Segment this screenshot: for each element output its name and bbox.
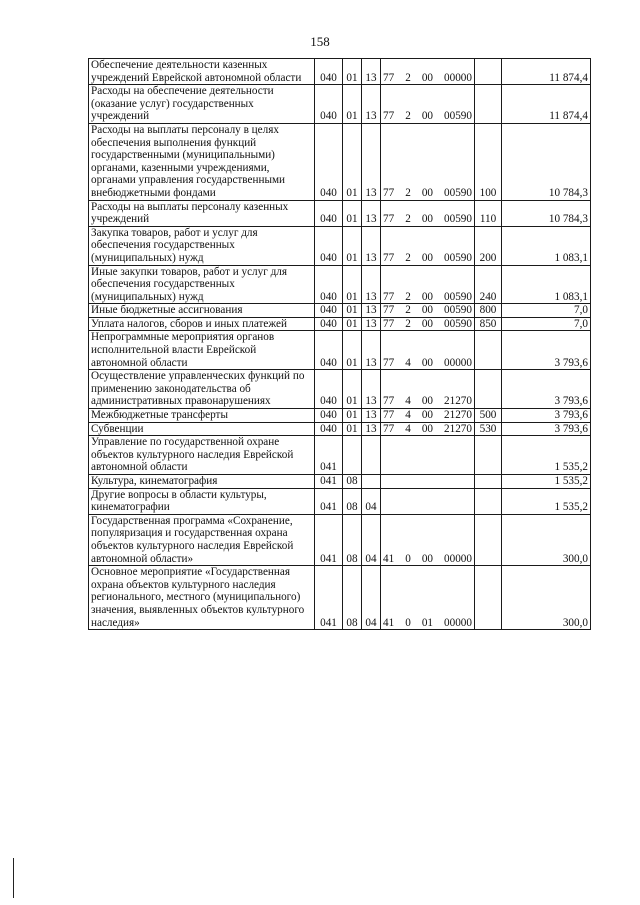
target-article-part: 2	[405, 71, 411, 84]
subsection-code	[362, 436, 381, 475]
table-row	[89, 514, 591, 565]
target-article-part: 4	[405, 395, 411, 408]
target-article-code	[381, 475, 475, 489]
table-row	[89, 226, 591, 265]
target-article-code	[381, 422, 475, 436]
target-article-part: 00590	[444, 251, 472, 264]
table-row	[89, 488, 591, 514]
expense-type-code: 110	[475, 200, 502, 226]
target-article-part: 2	[405, 213, 411, 226]
row-name: Закупка товаров, работ и услуг для обеспечения государственных (муниципальных) нужд	[89, 226, 315, 265]
table-row	[89, 59, 591, 85]
expense-type-code	[475, 475, 502, 489]
target-article-part: 00	[421, 186, 433, 199]
target-article-part: 00590	[444, 317, 472, 330]
expense-type-code	[475, 85, 502, 124]
subsection-code: 13	[362, 304, 381, 318]
target-article-code	[381, 409, 475, 423]
subsection-code: 13	[362, 317, 381, 331]
section-code: 01	[343, 409, 362, 423]
target-article-part: 00	[421, 422, 433, 435]
row-name: Осуществление управленческих функций по применению законодательства об административных правонарушениях	[89, 370, 315, 409]
grbs-code: 040	[315, 422, 343, 436]
budget-table	[88, 58, 591, 630]
row-name: Уплата налогов, сборов и иных платежей	[89, 317, 315, 331]
subsection-code: 13	[362, 331, 381, 370]
table-row	[89, 475, 591, 489]
target-article-part: 00	[421, 356, 433, 369]
section-code	[343, 436, 362, 475]
expense-type-code	[475, 488, 502, 514]
target-article-part: 00590	[444, 290, 472, 303]
subsection-code: 13	[362, 123, 381, 200]
target-article-part: 77	[383, 290, 395, 303]
expense-type-code	[475, 566, 502, 630]
section-code: 01	[343, 422, 362, 436]
target-article-part: 4	[405, 356, 411, 369]
row-name: Иные закупки товаров, работ и услуг для обеспечения государственных (муниципальных) нужд	[89, 265, 315, 304]
target-article-code	[381, 304, 475, 318]
row-name: Иные бюджетные ассигнования	[89, 304, 315, 318]
grbs-code: 041	[315, 436, 343, 475]
target-article-code	[381, 59, 475, 85]
grbs-code: 040	[315, 317, 343, 331]
target-article-part: 77	[383, 304, 395, 317]
target-article-part: 2	[405, 186, 411, 199]
subsection-code: 13	[362, 422, 381, 436]
target-article-part: 00	[421, 251, 433, 264]
target-article-code	[381, 123, 475, 200]
target-article-code	[381, 200, 475, 226]
amount: 3 793,6	[502, 409, 591, 423]
target-article-part: 2	[405, 317, 411, 330]
target-article-part: 77	[383, 110, 395, 123]
section-code: 01	[343, 59, 362, 85]
amount: 7,0	[502, 304, 591, 318]
subsection-code: 13	[362, 409, 381, 423]
row-name: Управление по государственной охране объектов культурного наследия Еврейской автономной области	[89, 436, 315, 475]
amount: 1 535,2	[502, 488, 591, 514]
table-row	[89, 200, 591, 226]
subsection-code: 04	[362, 514, 381, 565]
section-code: 01	[343, 304, 362, 318]
target-article-part: 41	[383, 552, 395, 565]
row-name: Основное мероприятие «Государственная охрана объектов культурного наследия регионального, местного (муниципального) значения, выявленных объектов культурного наследия»	[89, 566, 315, 630]
table-row	[89, 370, 591, 409]
subsection-code: 13	[362, 200, 381, 226]
target-article-part: 00590	[444, 110, 472, 123]
target-article-part: 77	[383, 71, 395, 84]
target-article-part: 77	[383, 186, 395, 199]
table-row	[89, 317, 591, 331]
target-article-part: 00590	[444, 304, 472, 317]
amount: 3 793,6	[502, 422, 591, 436]
section-code: 01	[343, 200, 362, 226]
section-code: 08	[343, 566, 362, 630]
row-name: Культура, кинематография	[89, 475, 315, 489]
section-code: 01	[343, 370, 362, 409]
expense-type-code: 850	[475, 317, 502, 331]
amount: 1 083,1	[502, 265, 591, 304]
target-article-part: 77	[383, 422, 395, 435]
row-name: Межбюджетные трансферты	[89, 409, 315, 423]
row-name: Расходы на выплаты персоналу в целях обеспечения выполнения функций государственными (муниципальными) органами, казенными учреждениями, органами управления государственными внебюджетными фондами	[89, 123, 315, 200]
target-article-part: 00000	[444, 552, 472, 565]
expense-type-code: 800	[475, 304, 502, 318]
row-name: Государственная программа «Сохранение, популяризация и государственная охрана объектов культурного наследия Еврейской автономной области»	[89, 514, 315, 565]
target-article-part: 0	[405, 616, 411, 629]
expense-type-code	[475, 514, 502, 565]
row-name: Обеспечение деятельности казенных учреждений Еврейской автономной области	[89, 59, 315, 85]
table-row	[89, 422, 591, 436]
target-article-code	[381, 265, 475, 304]
target-article-part: 77	[383, 409, 395, 422]
grbs-code: 040	[315, 409, 343, 423]
page-number: 158	[310, 34, 330, 49]
grbs-code: 040	[315, 226, 343, 265]
subsection-code: 13	[362, 226, 381, 265]
row-name: Непрограммные мероприятия органов исполнительной власти Еврейской автономной области	[89, 331, 315, 370]
target-article-part: 00000	[444, 71, 472, 84]
grbs-code: 040	[315, 59, 343, 85]
target-article-part: 00	[421, 71, 433, 84]
subsection-code: 13	[362, 265, 381, 304]
grbs-code: 040	[315, 123, 343, 200]
grbs-code: 040	[315, 200, 343, 226]
target-article-part: 00	[421, 395, 433, 408]
subsection-code: 04	[362, 488, 381, 514]
expense-type-code: 240	[475, 265, 502, 304]
target-article-part: 00	[421, 552, 433, 565]
table-row	[89, 331, 591, 370]
amount: 300,0	[502, 514, 591, 565]
target-article-part: 77	[383, 317, 395, 330]
target-article-code	[381, 370, 475, 409]
target-article-part: 77	[383, 395, 395, 408]
section-code: 01	[343, 317, 362, 331]
subsection-code: 04	[362, 566, 381, 630]
expense-type-code	[475, 331, 502, 370]
expense-type-code: 500	[475, 409, 502, 423]
expense-type-code: 100	[475, 123, 502, 200]
target-article-part: 2	[405, 251, 411, 264]
row-name: Другие вопросы в области культуры, кинематографии	[89, 488, 315, 514]
target-article-part: 00	[421, 213, 433, 226]
table-row	[89, 436, 591, 475]
table-row	[89, 85, 591, 124]
target-article-code	[381, 317, 475, 331]
grbs-code: 041	[315, 566, 343, 630]
target-article-part: 00	[421, 317, 433, 330]
subsection-code: 13	[362, 59, 381, 85]
target-article-part: 00590	[444, 213, 472, 226]
expense-type-code: 200	[475, 226, 502, 265]
amount: 3 793,6	[502, 370, 591, 409]
target-article-part: 00590	[444, 186, 472, 199]
expense-type-code: 530	[475, 422, 502, 436]
margin-line	[13, 858, 14, 898]
section-code: 01	[343, 265, 362, 304]
grbs-code: 040	[315, 331, 343, 370]
table-row	[89, 304, 591, 318]
target-article-part: 4	[405, 422, 411, 435]
target-article-code	[381, 436, 475, 475]
amount: 1 535,2	[502, 436, 591, 475]
expense-type-code	[475, 436, 502, 475]
amount: 3 793,6	[502, 331, 591, 370]
target-article-part: 77	[383, 356, 395, 369]
target-article-code	[381, 488, 475, 514]
amount: 11 874,4	[502, 59, 591, 85]
table-row	[89, 566, 591, 630]
row-name: Субвенции	[89, 422, 315, 436]
section-code: 08	[343, 514, 362, 565]
amount: 300,0	[502, 566, 591, 630]
target-article-part: 21270	[444, 395, 472, 408]
amount: 11 874,4	[502, 85, 591, 124]
subsection-code	[362, 475, 381, 489]
target-article-part: 77	[383, 213, 395, 226]
grbs-code: 041	[315, 488, 343, 514]
target-article-part: 01	[421, 616, 433, 629]
amount: 1 535,2	[502, 475, 591, 489]
table-row	[89, 409, 591, 423]
expense-type-code	[475, 59, 502, 85]
subsection-code: 13	[362, 85, 381, 124]
target-article-part: 00	[421, 290, 433, 303]
section-code: 08	[343, 488, 362, 514]
target-article-code	[381, 85, 475, 124]
section-code: 01	[343, 331, 362, 370]
section-code: 01	[343, 123, 362, 200]
target-article-part: 4	[405, 409, 411, 422]
target-article-part: 00000	[444, 616, 472, 629]
amount: 7,0	[502, 317, 591, 331]
section-code: 01	[343, 226, 362, 265]
target-article-part: 0	[405, 552, 411, 565]
amount: 10 784,3	[502, 200, 591, 226]
target-article-part: 00	[421, 409, 433, 422]
target-article-part: 21270	[444, 422, 472, 435]
target-article-part: 00	[421, 304, 433, 317]
row-name: Расходы на выплаты персоналу казенных учреждений	[89, 200, 315, 226]
row-name: Расходы на обеспечение деятельности (оказание услуг) государственных учреждений	[89, 85, 315, 124]
grbs-code: 040	[315, 304, 343, 318]
target-article-code	[381, 514, 475, 565]
amount: 1 083,1	[502, 226, 591, 265]
section-code: 01	[343, 85, 362, 124]
grbs-code: 040	[315, 265, 343, 304]
grbs-code: 040	[315, 85, 343, 124]
target-article-part: 2	[405, 304, 411, 317]
amount: 10 784,3	[502, 123, 591, 200]
table-row	[89, 265, 591, 304]
target-article-part: 77	[383, 251, 395, 264]
table-row	[89, 123, 591, 200]
grbs-code: 041	[315, 514, 343, 565]
target-article-part: 41	[383, 616, 395, 629]
target-article-part: 2	[405, 110, 411, 123]
target-article-code	[381, 331, 475, 370]
grbs-code: 040	[315, 370, 343, 409]
target-article-part: 00	[421, 110, 433, 123]
target-article-code	[381, 566, 475, 630]
target-article-part: 21270	[444, 409, 472, 422]
subsection-code: 13	[362, 370, 381, 409]
target-article-part: 2	[405, 290, 411, 303]
expense-type-code	[475, 370, 502, 409]
section-code: 08	[343, 475, 362, 489]
target-article-part: 00000	[444, 356, 472, 369]
grbs-code: 041	[315, 475, 343, 489]
target-article-code	[381, 226, 475, 265]
